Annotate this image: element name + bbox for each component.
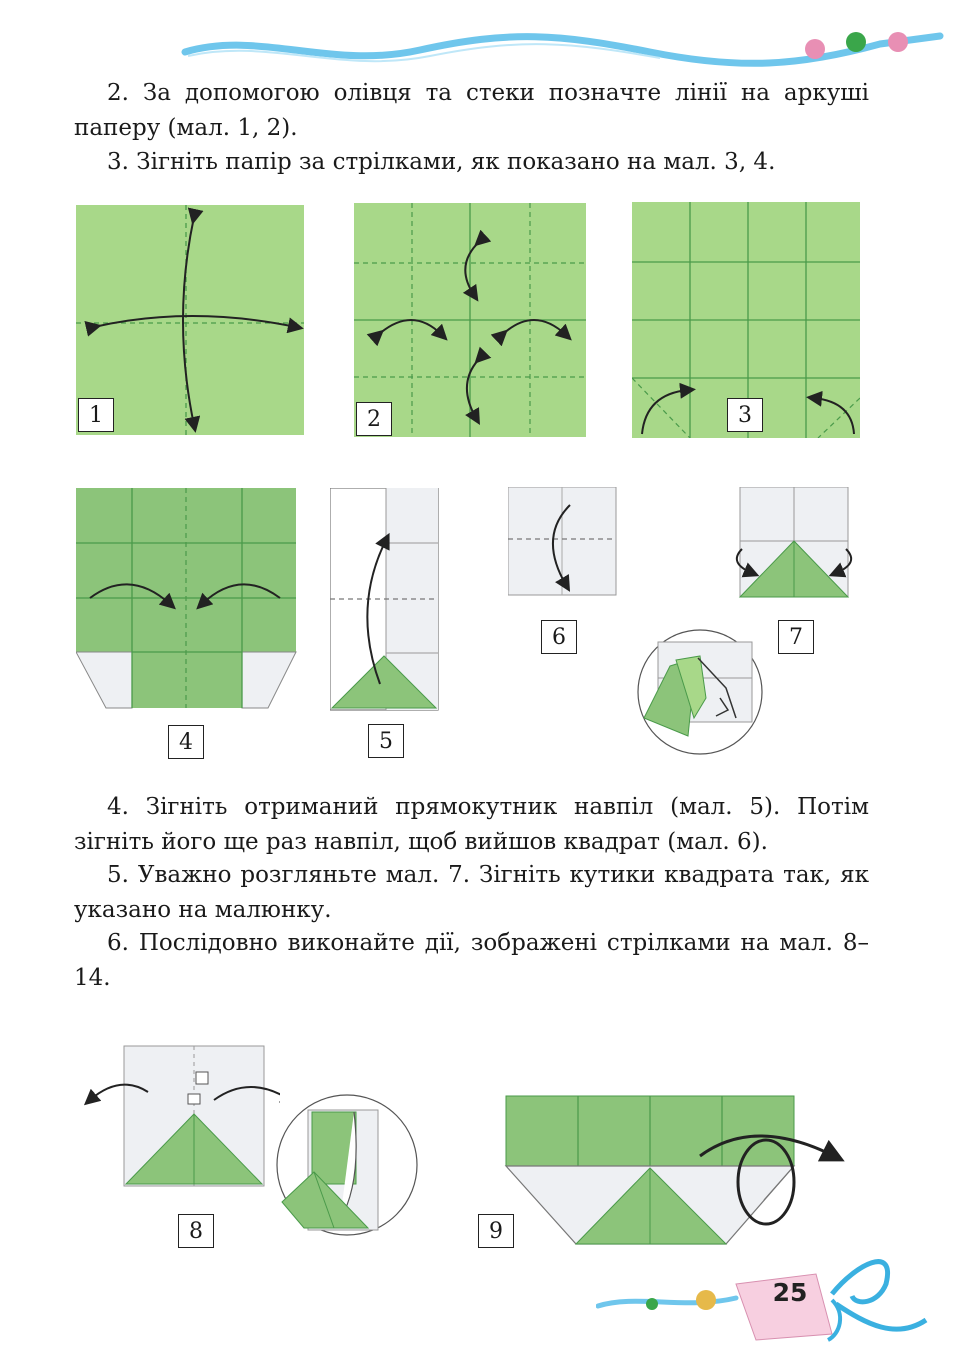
step-4-text: 4. Зігніть отриманий прямокутник навпіл (мал. 5). Потім зігніть його ще раз навпіл, щоб вийшов квадрат (мал. 6). [74,794,869,855]
figure-7-square-corner-folds [732,487,856,601]
figure-8-fold-side-flaps [80,1044,280,1188]
top-ribbon-decoration [180,22,960,72]
pink-bead [805,39,825,59]
figure-4-folded-sides [76,488,298,710]
figure-6-label: 6 [541,620,577,654]
page-number: 25 [772,1278,808,1307]
figure-4-label: 4 [168,725,204,759]
figure-1-label: 1 [78,398,114,432]
figure-9-label: 9 [478,1214,514,1248]
step-3-text: 3. Зігніть папір за стрілками, як показано на мал. 3, 4. [107,149,776,175]
figure-8-label: 8 [178,1214,214,1248]
figure-5-label: 5 [368,724,404,758]
step-5-text: 5. Уважно розгляньте мал. 7. Зігніть кутики квадрата так, як указано на малюнку. [74,862,869,923]
figure-9-boat-base [504,1094,852,1250]
figure-6-square-fold [508,487,618,597]
pink-bead [888,32,908,52]
figure-8-detail-circle [274,1092,420,1238]
figure-2-label: 2 [356,402,392,436]
figure-7-label: 7 [778,620,814,654]
figure-3-label: 3 [727,398,763,432]
step-6-text: 6. Послідовно виконайте дії, зображені стрілками на мал. 8–14. [74,930,869,991]
figure-7-detail-circle [636,628,764,756]
green-bead [846,32,866,52]
figure-5-rectangle-half-fold [330,488,440,712]
step-2-text: 2. За допомогою олівця та стеки позначте лінії на аркуші паперу (мал. 1, 2). [74,80,869,141]
